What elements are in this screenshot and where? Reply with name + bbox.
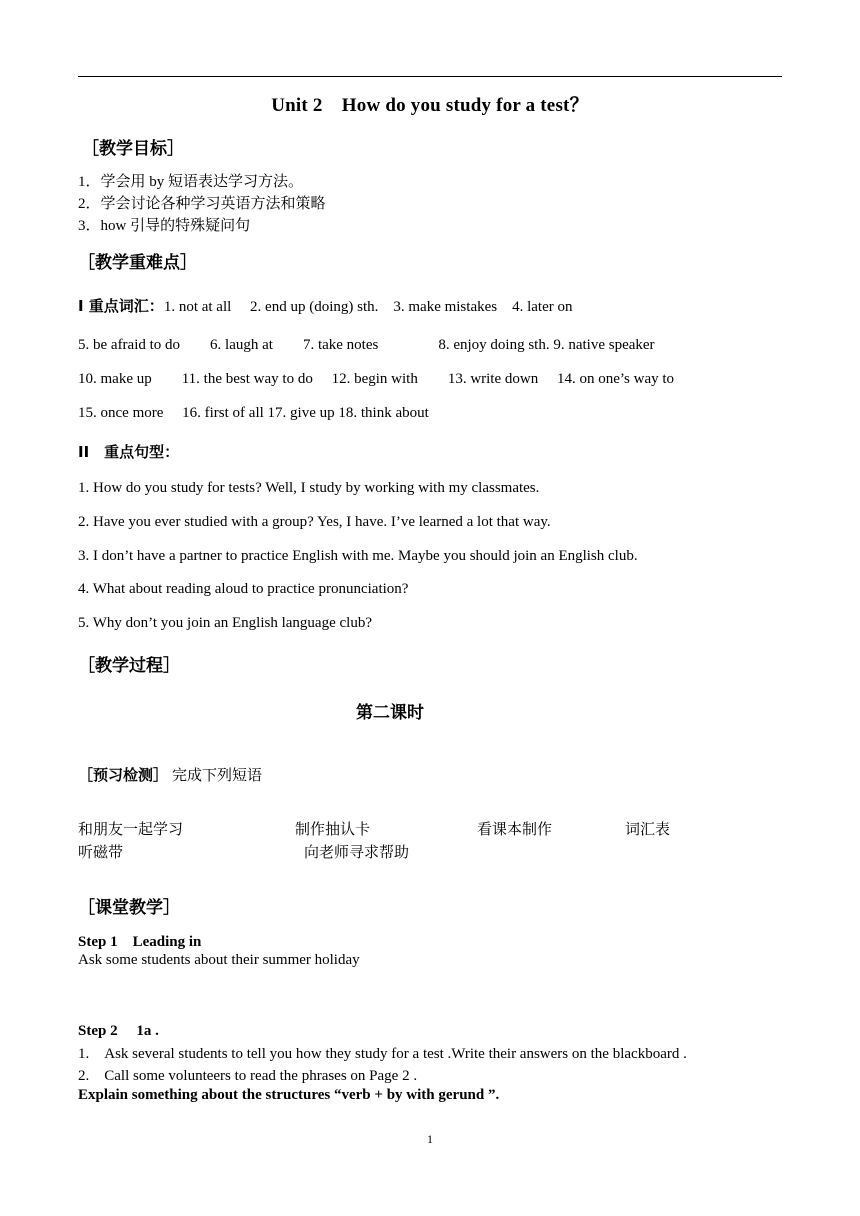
objective-item: 3．how 引导的特殊疑问句	[78, 218, 251, 234]
sentence-item: 1. How do you study for tests? Well, I study by working with my classmates.	[78, 480, 540, 496]
sentence-item: 3. I don’t have a partner to practice English with me. Maybe you should join an English club.	[78, 548, 638, 564]
step2-title: Step 2 1a .	[78, 1023, 159, 1039]
vocab-text: 1. not at all 2. end up (doing) sth. 3. make mistakes 4. later on	[163, 299, 573, 315]
sentences-label: ⅠⅠ 重点句型：	[78, 443, 180, 461]
key-points-heading: ［教学重难点］	[78, 253, 197, 273]
objective-item: 1．学会用 by 短语表达学习方法。	[78, 174, 304, 190]
preview-instruction: 完成下列短语	[172, 766, 263, 784]
vocab-line-1	[78, 295, 573, 316]
vocab-line: 5. be afraid to do 6. laugh at 7. take notes 8. enjoy doing sth. 9. native speaker	[78, 337, 655, 353]
vocab-line: 15. once more 16. first of all 17. give up 18. think about	[78, 405, 429, 421]
header-rule	[78, 76, 782, 77]
preview-label: ［预习检测］	[78, 766, 169, 784]
explain-text: Explain something about the structures “verb + by with gerund ”.	[78, 1087, 500, 1103]
step2-item: 1. Ask several students to tell you how they study for a test .Write their answers on the blackboard .	[78, 1046, 687, 1062]
page-number: 1	[427, 1132, 433, 1146]
objectives-heading: ［教学目标］	[82, 139, 184, 159]
vocab-line: 10. make up 11. the best way to do 12. begin with 13. write down 14. on one’s way to	[78, 371, 675, 387]
sentence-item: 4. What about reading aloud to practice pronunciation?	[78, 581, 409, 597]
vocab-label: Ⅰ 重点词汇：	[78, 297, 164, 315]
phrase-item: 词汇表	[625, 820, 671, 838]
phrase-item: 听磁带	[78, 843, 124, 861]
preview-line	[78, 764, 262, 785]
step2-item: 2. Call some volunteers to read the phrases on Page 2 .	[78, 1068, 418, 1084]
classroom-heading: ［课堂教学］	[78, 898, 180, 918]
lesson-title: 第二课时	[356, 703, 424, 723]
page-title: Unit 2 How do you study for a test？	[271, 95, 589, 116]
objective-item: 2．学会讨论各种学习英语方法和策略	[78, 196, 326, 212]
phrase-item: 看课本制作	[477, 820, 553, 838]
step1-title: Step 1 Leading in	[78, 934, 202, 950]
process-heading: ［教学过程］	[78, 656, 180, 676]
phrase-item: 和朋友一起学习	[78, 820, 184, 838]
phrase-item: 制作抽认卡	[295, 820, 371, 838]
step1-text: Ask some students about their summer holiday	[78, 952, 360, 968]
phrase-item: 向老师寻求帮助	[304, 843, 410, 861]
sentence-item: 5. Why don’t you join an English language club?	[78, 615, 372, 631]
sentence-item: 2. Have you ever studied with a group? Yes, I have. I’ve learned a lot that way.	[78, 514, 551, 530]
